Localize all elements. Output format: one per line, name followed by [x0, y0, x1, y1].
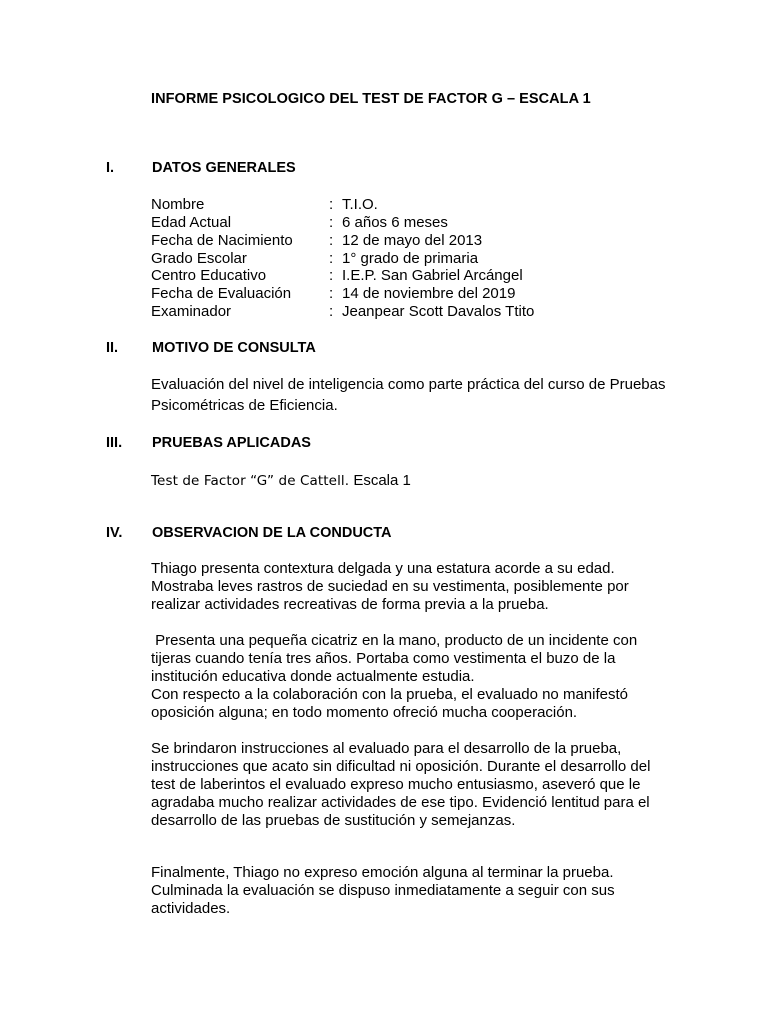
- data-label: Fecha de Nacimiento: [151, 232, 293, 249]
- data-colon: :: [329, 196, 334, 213]
- section-number-2: II.: [106, 340, 119, 356]
- paragraph-line: tijeras cuando tenía tres años. Portaba como vestimenta el buzo de la: [151, 650, 616, 667]
- paragraph-line: agradaba mucho realizar actividades de ese tipo. Evidenció lentitud para el: [151, 794, 650, 811]
- paragraph-line: actividades.: [151, 900, 231, 917]
- data-label: Nombre: [151, 196, 205, 213]
- data-value: T.I.O.: [342, 196, 378, 213]
- data-label: Centro Educativo: [151, 267, 267, 284]
- paragraph-line: Se brindaron instrucciones al evaluado para el desarrollo de la prueba,: [151, 740, 622, 757]
- paragraph-line: Evaluación del nivel de inteligencia como parte práctica del curso de Pruebas: [151, 376, 666, 393]
- data-label: Fecha de Evaluación: [151, 285, 292, 302]
- test-scale: Escala 1: [349, 472, 411, 489]
- data-colon: :: [329, 250, 334, 267]
- data-label: Examinador: [151, 303, 232, 320]
- motivo-paragraph: [151, 374, 666, 416]
- paragraph-line: oposición alguna; en todo momento ofreció mucha cooperación.: [151, 704, 578, 721]
- applied-test: [151, 472, 411, 489]
- data-label: Edad Actual: [151, 214, 232, 231]
- data-colon: :: [329, 285, 334, 302]
- paragraph-line: Culminada la evaluación se dispuso inmediatamente a seguir con sus: [151, 882, 615, 899]
- section-number-1: I.: [106, 160, 115, 176]
- section-title-datos-generales: DATOS GENERALES: [152, 160, 296, 176]
- paragraph-line: Con respecto a la colaboración con la prueba, el evaluado no manifestó: [151, 686, 628, 703]
- observacion-paragraph-3: [151, 740, 661, 830]
- paragraph-line: realizar actividades recreativas de forma previa a la prueba.: [151, 596, 549, 613]
- data-value: Jeanpear Scott Davalos Ttito: [342, 303, 535, 320]
- paragraph-line: Mostraba leves rastros de suciedad en su vestimenta, posiblemente por: [151, 578, 629, 595]
- data-colon: :: [329, 303, 334, 320]
- data-value: 6 años 6 meses: [342, 214, 448, 231]
- data-value: I.E.P. San Gabriel Arcángel: [342, 267, 523, 284]
- paragraph-line: Psicométricas de Eficiencia.: [151, 397, 338, 414]
- section-title-pruebas-aplicadas: PRUEBAS APLICADAS: [152, 435, 311, 451]
- paragraph-line: institución educativa donde actualmente estudia.: [151, 668, 475, 685]
- paragraph-line: desarrollo de las pruebas de sustitución y semejanzas.: [151, 812, 516, 829]
- data-colon: :: [329, 214, 334, 231]
- observacion-paragraph-1: [151, 560, 661, 614]
- paragraph-line: instrucciones que acato sin dificultad ni oposición. Durante el desarrollo del: [151, 758, 651, 775]
- section-number-4: IV.: [106, 525, 123, 541]
- paragraph-line: Finalmente, Thiago no expreso emoción alguna al terminar la prueba.: [151, 864, 614, 881]
- test-name: Test de Factor “G” de Cattell.: [151, 473, 350, 489]
- paragraph-line: Presenta una pequeña cicatriz en la mano, producto de un incidente con: [151, 632, 638, 649]
- data-value: 14 de noviembre del 2019: [342, 285, 516, 302]
- paragraph-line: Thiago presenta contextura delgada y una estatura acorde a su edad.: [151, 560, 615, 577]
- data-colon: :: [329, 232, 334, 249]
- data-label: Grado Escolar: [151, 250, 247, 267]
- observacion-paragraph-4: [151, 864, 661, 918]
- section-number-3: III.: [106, 435, 123, 451]
- section-title-motivo-consulta: MOTIVO DE CONSULTA: [152, 340, 316, 356]
- data-colon: :: [329, 267, 334, 284]
- observacion-paragraph-2: [151, 632, 661, 722]
- paragraph-line: test de laberintos el evaluado expreso mucho entusiasmo, aseveró que le: [151, 776, 641, 793]
- section-title-observacion-conducta: OBSERVACION DE LA CONDUCTA: [152, 525, 392, 541]
- data-value: 1° grado de primaria: [342, 250, 479, 267]
- report-title: INFORME PSICOLOGICO DEL TEST DE FACTOR G – ESCALA 1: [151, 91, 591, 107]
- data-value: 12 de mayo del 2013: [342, 232, 483, 249]
